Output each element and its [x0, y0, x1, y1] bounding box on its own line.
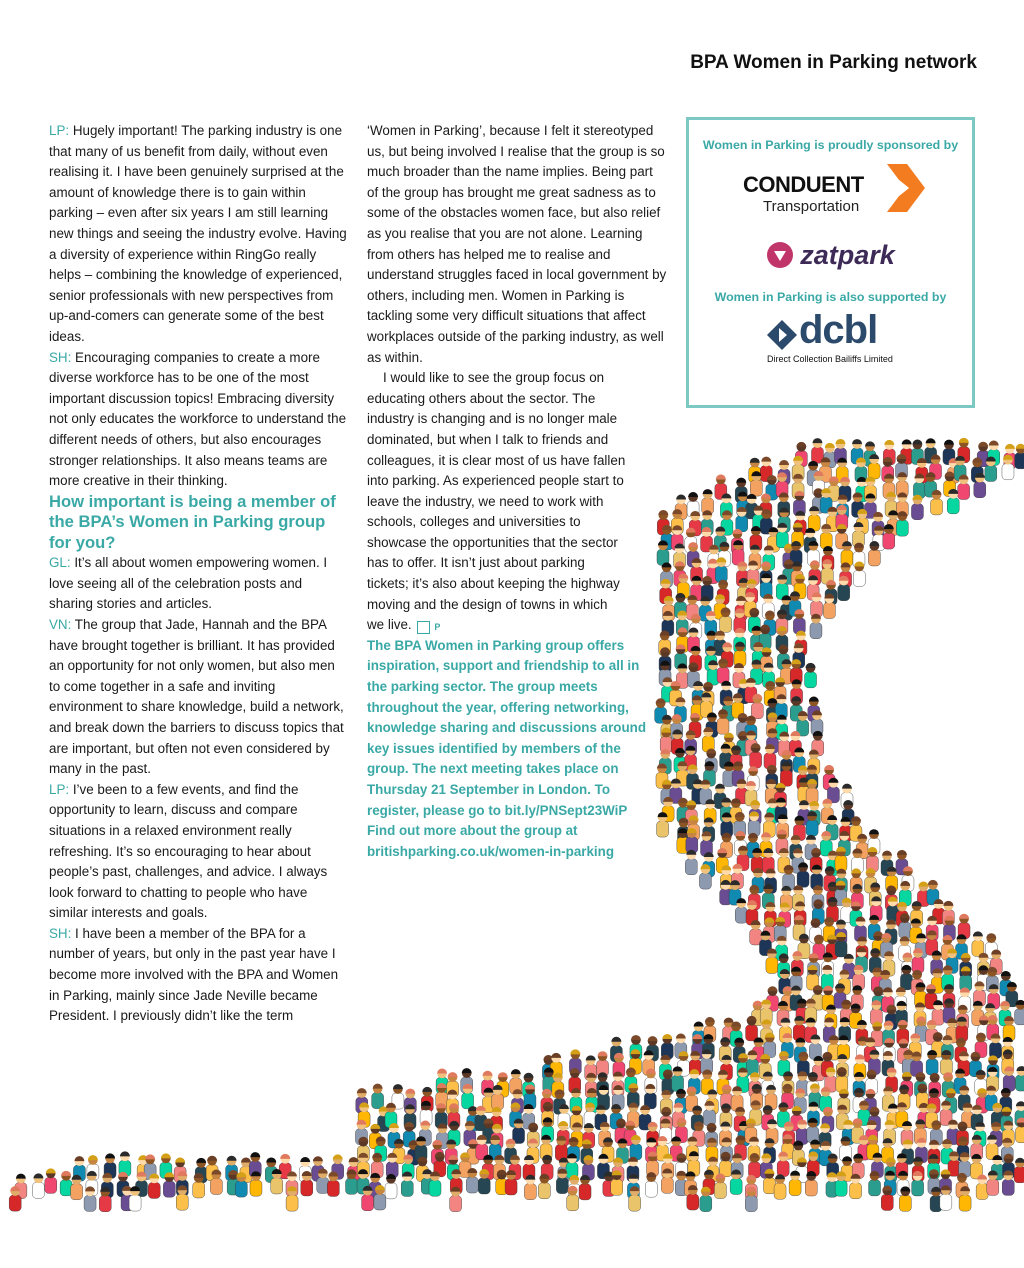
person-figure: [987, 1170, 999, 1195]
person-figure: [71, 1175, 83, 1200]
person-figure: [750, 743, 762, 768]
person-figure: [926, 1050, 938, 1075]
person-figure: [805, 1171, 817, 1196]
speaker-initials: LP:: [49, 123, 70, 138]
person-figure: [699, 864, 711, 889]
paragraph-text: It’s all about women empowering women. I love seeing all of the celebration posts and sharing stories and articles.: [49, 555, 328, 612]
paragraph-continued: ‘Women in Parking’, because I felt it stereotyped us, but being involved I realise that the group is so much broader than the name implies. Being part of the group has brought me great sadness as to some of the obstacles women face, but also relief as you realise that you are not alone. Learning from others has helped me to realise and understand struggles faced in local government by others, including men. Women in Parking is tackling some very difficult situations that affect workplaces outside of the parking industry, as well as within.: [367, 123, 667, 365]
person-figure: [271, 1169, 283, 1194]
conduent-subtitle: Transportation: [763, 198, 860, 215]
paragraph-text: I have been a member of the BPA for a number of years, but only in the past year have I become more involved with the BPA and Women in Parking, mainly since Jade Neville became President. I previously didn’t like the term: [49, 925, 339, 1024]
person-figure: [717, 709, 729, 734]
person-figure: [32, 1173, 44, 1198]
paragraph-gl: [49, 553, 349, 615]
person-figure: [783, 865, 795, 890]
person-figure: [764, 1033, 776, 1058]
person-figure: [808, 506, 820, 531]
person-figure: [629, 1186, 641, 1211]
person-figure: [940, 1050, 952, 1075]
person-figure: [899, 1186, 911, 1211]
person-figure: [286, 1186, 298, 1211]
person-figure: [60, 1171, 72, 1196]
section-title: BPA Women in Parking network: [690, 52, 977, 73]
person-figure: [911, 495, 923, 520]
person-figure: [835, 847, 847, 872]
info-block: The BPA Women in Parking group offers inspiration, support and friendship to all in the parking sector. The group meets throughout the year, offering networking, knowledge sharing and discussions around key issues identified by members of the group. The next meeting takes place on Thursday 21 September in London. To register, please go to bit.ly/PNSept23WiP: [367, 637, 647, 818]
person-figure: [989, 1033, 1001, 1058]
person-figure: [974, 473, 986, 498]
person-figure: [129, 1186, 141, 1211]
person-figure: [869, 1171, 881, 1196]
person-figure: [176, 1185, 188, 1210]
support-label: Women in Parking is also supported by: [714, 290, 947, 304]
person-figure: [478, 1169, 490, 1194]
conduent-wordmark: CONDUENT: [743, 172, 864, 197]
person-figure: [372, 1084, 384, 1109]
person-figure: [940, 1185, 952, 1210]
person-figure: [686, 828, 698, 853]
person-figure: [806, 811, 818, 836]
person-figure: [385, 1174, 397, 1199]
paragraph-vn: [49, 615, 349, 780]
article-column-1: [49, 121, 349, 1027]
person-figure: [720, 607, 732, 632]
person-figure: [475, 1106, 487, 1131]
person-figure: [1015, 1118, 1024, 1143]
person-figure: [685, 850, 697, 875]
person-figure: [450, 1187, 462, 1212]
person-figure: [835, 1171, 847, 1196]
person-figure: [780, 761, 792, 786]
speaker-initials: VN:: [49, 616, 72, 632]
person-figure: [868, 454, 880, 479]
person-figure: [745, 1187, 757, 1212]
person-figure: [959, 1186, 971, 1211]
person-figure: [1015, 1066, 1024, 1091]
person-figure: [870, 1000, 882, 1025]
person-figure: [793, 609, 805, 634]
person-figure: [866, 847, 878, 872]
person-figure: [702, 727, 714, 752]
zatpark-logo: [689, 238, 972, 272]
person-figure: [835, 932, 847, 957]
conduent-logo: [689, 160, 972, 222]
person-figure: [84, 1186, 96, 1211]
person-figure: [807, 1118, 819, 1143]
person-figure: [327, 1171, 339, 1196]
person-figure: [735, 898, 747, 923]
person-figure: [555, 1136, 567, 1161]
person-figure: [567, 1186, 579, 1211]
person-figure: [513, 1119, 525, 1144]
person-figure: [748, 811, 760, 836]
person-figure: [838, 576, 850, 601]
person-figure: [774, 1174, 786, 1199]
person-figure: [462, 1084, 474, 1109]
sponsor-label: Women in Parking is proudly sponsored by: [702, 138, 959, 152]
person-figure: [751, 694, 763, 719]
person-figure: [466, 1168, 478, 1193]
person-figure: [868, 541, 880, 566]
person-figure: [210, 1169, 222, 1194]
person-figure: [714, 1174, 726, 1199]
person-figure: [853, 561, 865, 586]
person-figure: [1015, 444, 1024, 469]
person-figure: [429, 1171, 441, 1196]
person-figure: [985, 456, 997, 481]
person-figure: [1014, 1158, 1024, 1183]
person-figure: [193, 1173, 205, 1198]
person-figure: [524, 1175, 536, 1200]
paragraph-lp-1: [49, 121, 349, 348]
person-figure: [301, 1171, 313, 1196]
person-figure: [947, 489, 959, 514]
person-figure: [748, 1153, 760, 1178]
dcbl-subtitle: Direct Collection Bailiffs Limited: [767, 354, 893, 364]
person-figure: [538, 1174, 550, 1199]
person-figure: [579, 1175, 591, 1200]
person-figure: [346, 1169, 358, 1194]
person-figure: [148, 1173, 160, 1198]
person-figure: [1003, 1066, 1015, 1091]
person-figure: [611, 1170, 623, 1195]
person-figure: [715, 557, 727, 582]
paragraph-text: I would like to see the group focus on educating others about the sector. The industry is changing and is no longer male dominated, but when I talk to friends and colleagues, it is clear most of us have fallen into parking. As experienced people start to leave the industry, we need to work with schools, colleges and universities to showcase the opportunities that the sector has to offer. It isn’t just about parking tickets; it’s also about keeping the highway moving and the design of towns in which we live.: [367, 370, 626, 633]
person-figure: [630, 1135, 642, 1160]
person-figure: [374, 1185, 386, 1210]
person-figure: [896, 511, 908, 536]
person-figure: [960, 966, 972, 991]
question-heading: How important is being a member of the BPA’s Women in Parking group for you?: [49, 491, 336, 552]
person-figure: [99, 1187, 111, 1212]
paragraph-sh-1: [49, 348, 349, 492]
person-figure: [362, 1186, 374, 1211]
zatpark-wordmark: zatpark: [800, 239, 895, 270]
person-figure: [746, 1016, 758, 1041]
person-figure: [732, 540, 744, 565]
person-figure: [823, 594, 835, 619]
person-figure: [820, 524, 832, 549]
person-figure: [789, 1171, 801, 1196]
person-figure: [687, 1185, 699, 1210]
person-figure: [836, 1067, 848, 1092]
person-figure: [805, 663, 817, 688]
person-figure: [720, 1152, 732, 1177]
speaker-initials: GL:: [49, 555, 71, 571]
person-figure: [700, 1187, 712, 1212]
person-figure: [644, 1084, 656, 1109]
paragraph-sh-2: [49, 924, 341, 1027]
person-figure: [317, 1168, 329, 1193]
person-figure: [900, 965, 912, 990]
person-figure: [776, 523, 788, 548]
person-figure: [645, 1172, 657, 1197]
end-mark-icon: P: [417, 621, 430, 634]
person-figure: [401, 1171, 413, 1196]
dcbl-wordmark: dcbl: [799, 308, 878, 352]
zatpark-mark-icon: [766, 241, 794, 269]
person-figure: [492, 1085, 504, 1110]
person-figure: [899, 913, 911, 938]
paragraph-lp-2: [49, 780, 349, 924]
person-figure: [1002, 455, 1014, 480]
person-figure: [750, 471, 762, 496]
person-figure: [9, 1186, 21, 1211]
person-figure: [750, 920, 762, 945]
speaker-initials: SH:: [49, 925, 72, 941]
person-figure: [235, 1172, 247, 1197]
person-figure: [972, 931, 984, 956]
person-figure: [730, 1170, 742, 1195]
person-figure: [811, 592, 823, 617]
person-figure: [746, 1050, 758, 1075]
person-figure: [850, 1174, 862, 1199]
person-figure: [793, 1016, 805, 1041]
person-figure: [566, 1153, 578, 1178]
paragraph-text: I’ve been to a few events, and find the opportunity to learn, discuss and compare situations in a relaxed environment really refreshing. It’s so encouraging to hear about people’s past, challenges, and advice. I always look forward to chatting to people who have similar interests and goals.: [49, 781, 328, 921]
person-figure: [556, 1169, 568, 1194]
paragraph-text: The group that Jade, Hannah and the BPA have brought together is brilliant. It has provided an opportunity for not only women, but also men to come together in a safe and inviting environment to share knowledge, build a network, and break down the barriers to discuss topics that are important, but often not even considered by many in the past.: [49, 616, 344, 777]
person-figure: [883, 524, 895, 549]
person-figure: [661, 1168, 673, 1193]
person-figure: [1015, 1000, 1024, 1025]
person-figure: [810, 614, 822, 639]
person-figure: [1002, 1170, 1014, 1195]
person-figure: [703, 1101, 715, 1126]
info-more: Find out more about the group at britishparking.co.uk/women-in-parking: [367, 823, 615, 859]
sponsor-box: [686, 117, 975, 408]
person-figure: [777, 1152, 789, 1177]
person-figure: [736, 507, 748, 532]
person-figure: [766, 948, 778, 973]
person-figure: [45, 1168, 57, 1193]
paragraph-text: Hugely important! The parking industry is one that many of us benefit from daily, without even realising it. I have been genuinely surprised at the amount of knowledge there is to gain within parking – even after six years I am still learning new things and seeing the industry evolve. Having a diversity of experience within RingGo really helps – combining the knowledge of experienced, senior professionals with new perspectives from up-and-comers can generate some of the best ideas.: [49, 123, 347, 344]
person-figure: [163, 1172, 175, 1197]
paragraph-focus: [367, 368, 627, 636]
person-figure: [734, 642, 746, 667]
dcbl-logo: [689, 308, 972, 372]
article-column-2: [367, 121, 667, 862]
dcbl-mark-icon: [765, 318, 799, 352]
person-figure: [931, 490, 943, 515]
person-figure: [881, 1185, 893, 1210]
person-figure: [912, 948, 924, 973]
person-figure: [250, 1171, 262, 1196]
person-figure: [797, 862, 809, 887]
paragraph-text: Encouraging companies to create a more diverse workforce has to be one of the most important discussion topics! Embracing diversity not only educates the workforce to understand the different needs of others, but also encourages stronger relationships. It also means teams are more creative in their thinking.: [49, 349, 347, 489]
person-figure: [717, 658, 729, 683]
person-figure: [809, 1034, 821, 1059]
person-figure: [806, 779, 818, 804]
person-figure: [841, 541, 853, 566]
conduent-mark-icon: [881, 162, 929, 214]
speaker-initials: LP:: [49, 781, 70, 797]
person-figure: [976, 1175, 988, 1200]
person-figure: [958, 475, 970, 500]
person-figure: [672, 1066, 684, 1091]
person-figure: [912, 1171, 924, 1196]
person-figure: [763, 1169, 775, 1194]
speaker-initials: SH:: [49, 349, 72, 365]
person-figure: [913, 473, 925, 498]
person-figure: [505, 1170, 517, 1195]
